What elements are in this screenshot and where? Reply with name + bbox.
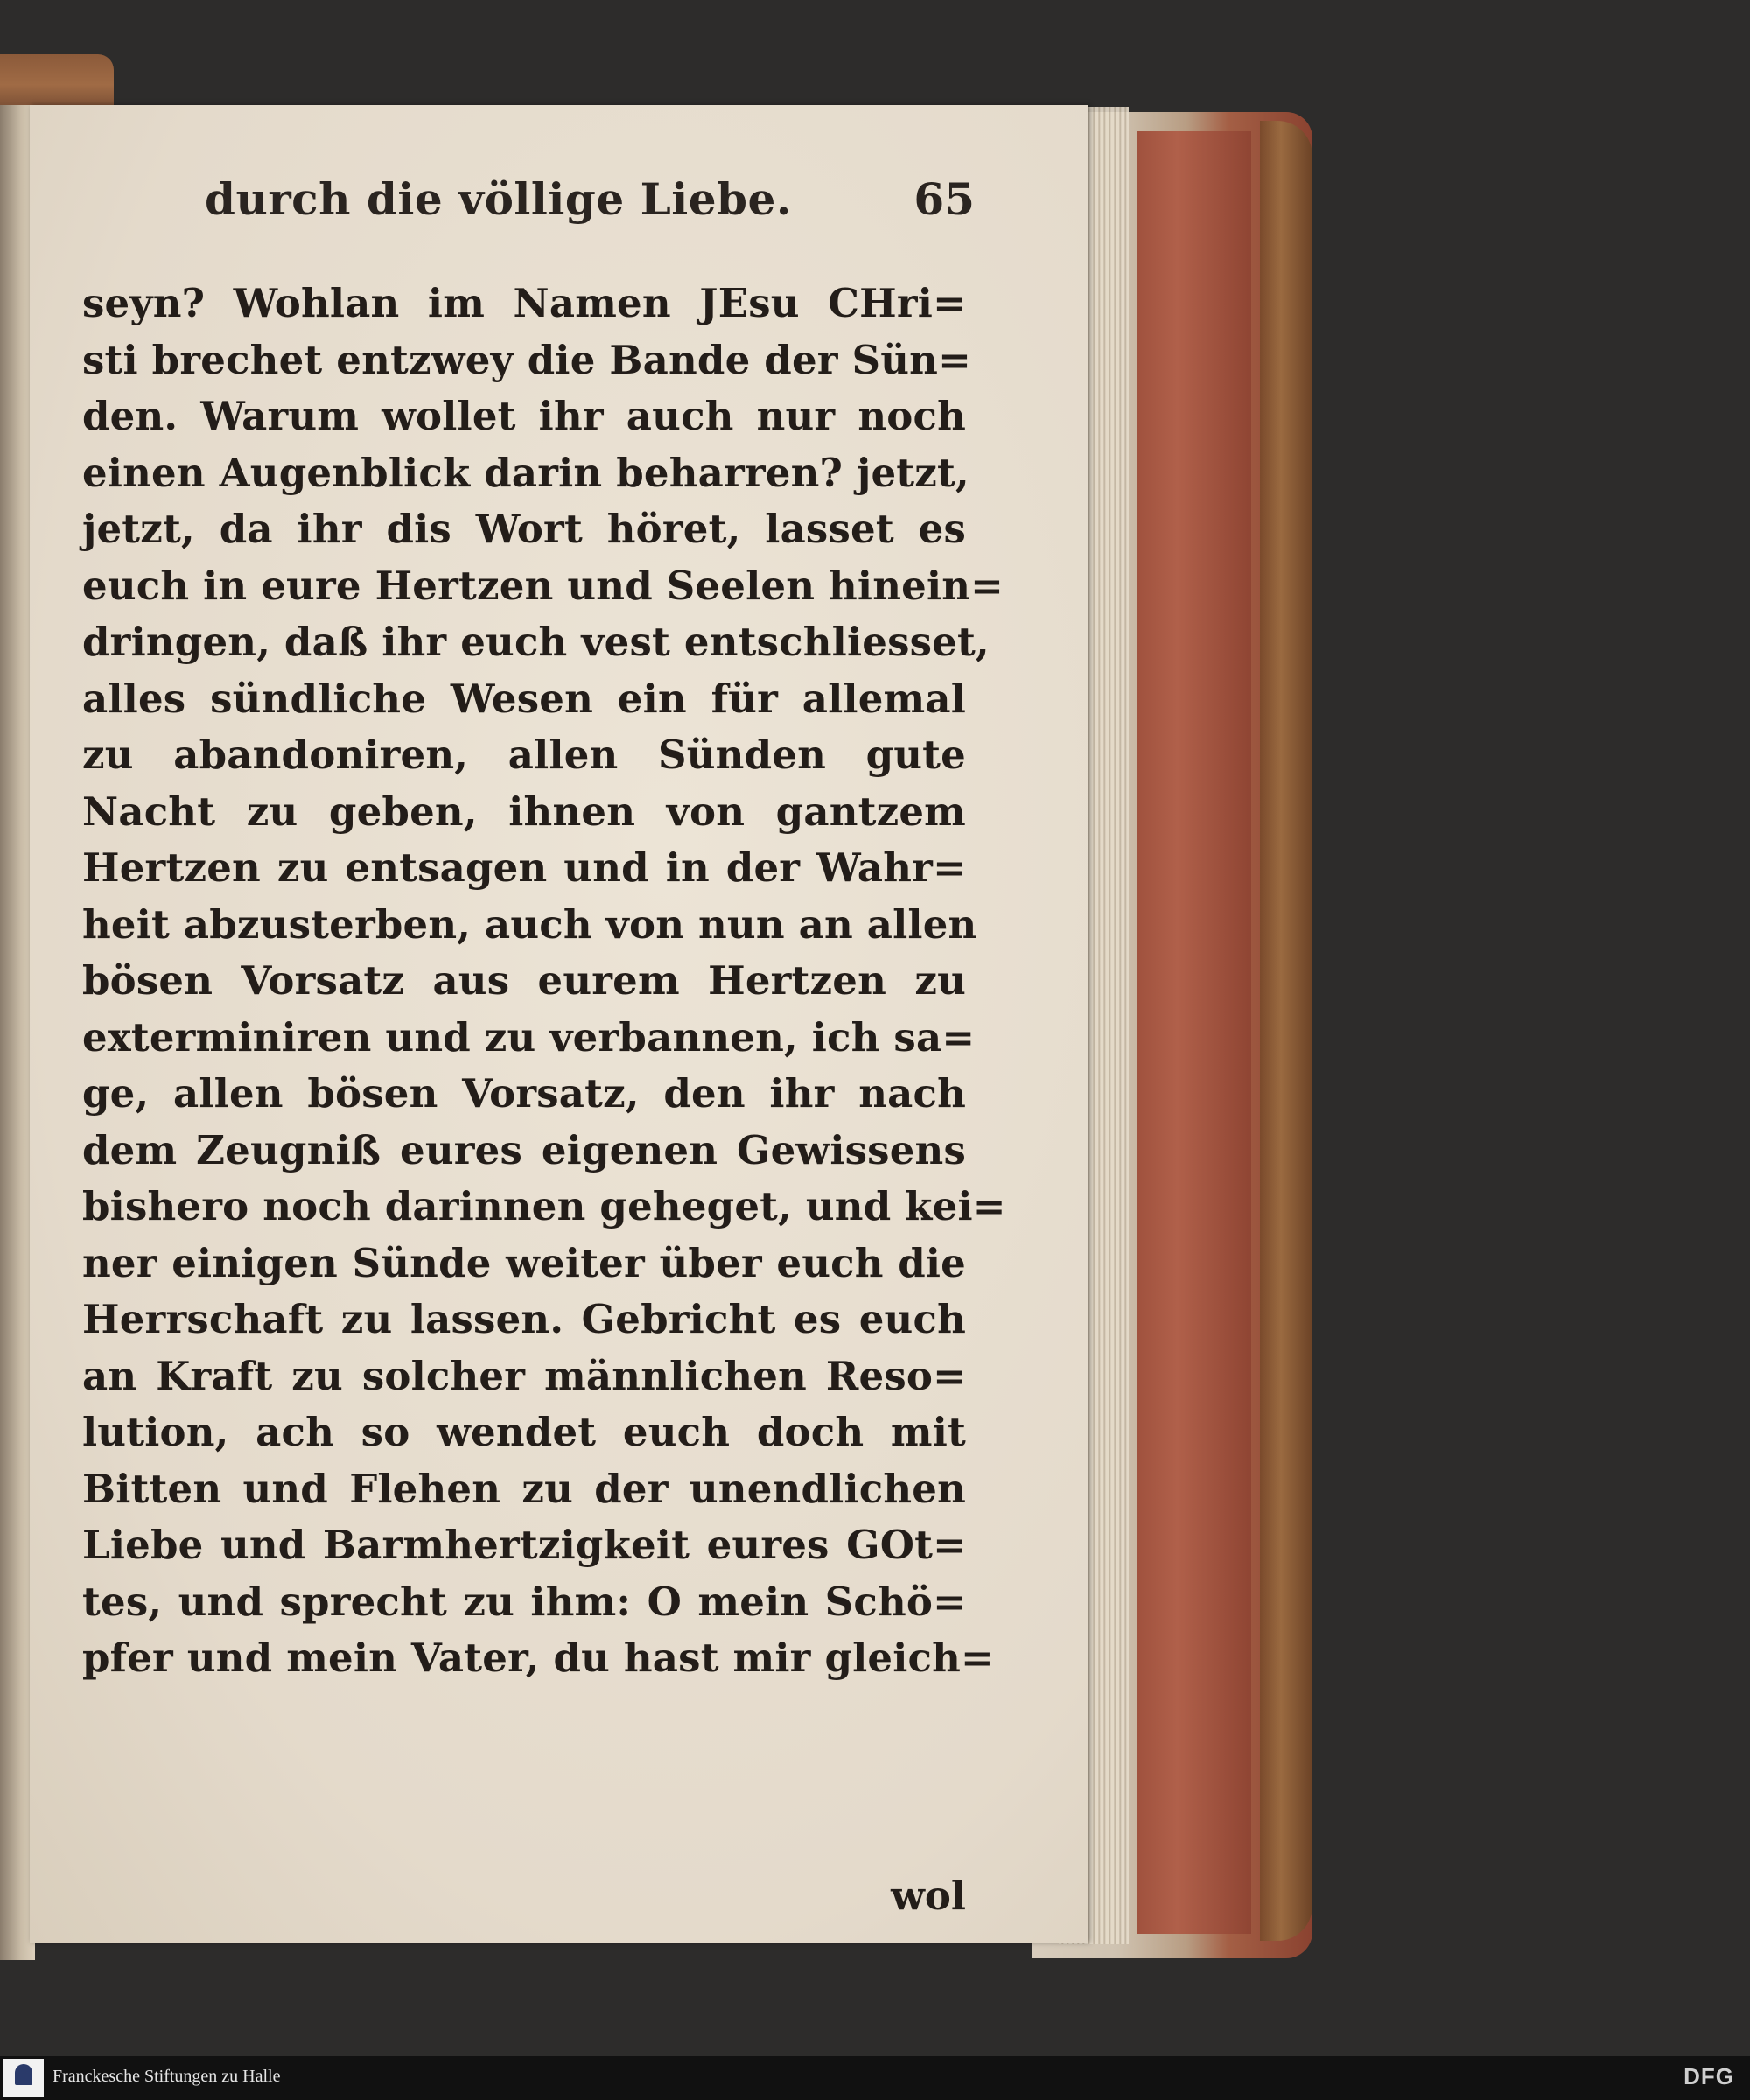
- footer-institution[interactable]: Franckesche Stiftungen zu Halle: [52, 2067, 281, 2086]
- text-line: euch in eure Hertzen und Seelen hinein=: [82, 562, 1004, 609]
- red-page-edges: [1138, 131, 1251, 1934]
- text-line: pfer und mein Vater, du hast mir gleich=: [82, 1634, 994, 1681]
- text-line: Liebe und Barmhertzigkeit eures GOt=: [82, 1522, 966, 1568]
- building-icon: [15, 2064, 32, 2085]
- text-line: dem Zeugniß eures eigenen Gewissens: [82, 1126, 966, 1173]
- text-line: tes, und sprecht zu ihm: O mein Schö=: [82, 1578, 966, 1625]
- text-line: alles sündliche Wesen ein für allemal: [82, 675, 966, 722]
- text-line: heit abzusterben, auch von nun an allen: [82, 900, 977, 948]
- text-line: lution, ach so wendet euch doch mit: [82, 1409, 966, 1455]
- catchword: wol: [891, 1872, 966, 1919]
- text-line: jetzt, da ihr dis Wort höret, lasset es: [82, 506, 966, 552]
- text-line: Nacht zu geben, ihnen von gantzem: [82, 788, 966, 835]
- text-line: Herrschaft zu lassen. Gebricht es euch: [82, 1296, 966, 1342]
- book-page: [30, 105, 1088, 1942]
- institution-logo[interactable]: [4, 2059, 44, 2097]
- text-line: an Kraft zu solcher männlichen Reso=: [82, 1352, 966, 1399]
- text-line: sti brechet entzwey die Bande der Sün=: [82, 336, 971, 383]
- page-number: 65: [914, 173, 975, 225]
- text-line: Bitten und Flehen zu der unendlichen: [82, 1465, 966, 1512]
- text-line: zu abandoniren, allen Sünden gute: [82, 732, 966, 778]
- running-title: durch die völlige Liebe.: [205, 173, 792, 225]
- body-text: [82, 276, 1006, 1919]
- running-head: [205, 173, 975, 243]
- text-line: den. Warum wollet ihr auch nur noch: [82, 393, 966, 439]
- text-line: exterminiren und zu verbannen, ich sa=: [82, 1013, 976, 1060]
- text-line: einen Augenblick darin beharren? jetzt,: [82, 449, 970, 496]
- text-line: seyn? Wohlan im Namen JEsu CHri=: [82, 280, 966, 326]
- text-line: ner einigen Sünde weiter über euch die: [82, 1239, 966, 1286]
- text-line: bishero noch darinnen geheget, und kei=: [82, 1183, 1006, 1229]
- text-line: dringen, daß ihr euch vest entschliesset,: [82, 619, 990, 665]
- text-line: Hertzen zu entsagen und in der Wahr=: [82, 844, 966, 891]
- text-line: ge, allen bösen Vorsatz, den ihr nach: [82, 1070, 966, 1116]
- book-cover-edge: [1260, 121, 1312, 1941]
- text-line: bösen Vorsatz aus eurem Hertzen zu: [82, 957, 966, 1004]
- footer-brand-logo[interactable]: DFG: [1684, 2063, 1734, 2090]
